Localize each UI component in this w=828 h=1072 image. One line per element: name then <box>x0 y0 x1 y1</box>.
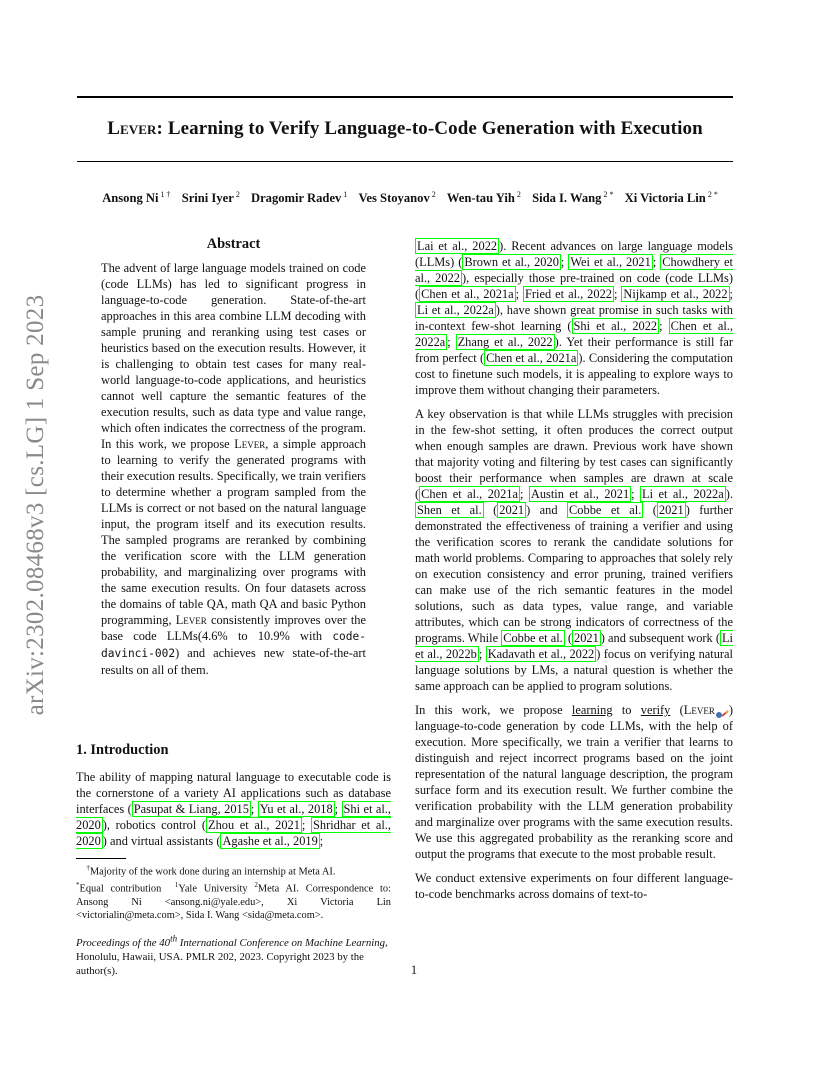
citation-link[interactable]: 2021 <box>499 503 525 517</box>
author: Ves Stoyanov $^2$ <box>358 190 436 206</box>
citation-link[interactable]: Kadavath et al., 2022 <box>487 647 595 661</box>
intro-paragraph: The ability of mapping natural language to executable code is the cornerstone of a variety AI applications such as database interfaces ( Pasupat & Liang, 2015 ; Yu et al., 2018 ; Shi et al., 2020 ), robotics control ( Zhou et al., 2021 ; Shridhar et al., 2020 ) and virtual assistants ( Agashe et al., 2019 ; <box>76 770 391 848</box>
citation-link[interactable]: Chowdhery et al., 2022 <box>415 255 733 285</box>
page-number: 1 <box>410 963 418 977</box>
citation-link[interactable]: Cobbe et al. <box>569 503 642 517</box>
title-rule-top <box>77 96 733 98</box>
citation-link[interactable]: Chen et al., 2022a <box>415 319 733 349</box>
author: Dragomir Radev $^1$ <box>250 190 348 206</box>
author-list <box>60 190 760 206</box>
arxiv-identifier-stamp: arXiv:2302.08468v3 [cs.LG] 1 Sep 2023 <box>22 294 49 716</box>
paper-title <box>77 118 733 140</box>
title-rule-bottom <box>77 161 733 162</box>
paragraph: We conduct extensive experiments on four different language-to-code benchmarks across domains of text-to- <box>415 871 733 901</box>
paragraph: Lai et al., 2022 ). Recent advances on large language models (LLMs) ( Brown et al., 2020 ; Wei et al., 2021 ; Chowdhery et al., 2022 ), especially those pre-trained on code (code LLMs) ( Chen et al., 2021a ; Fried et al., 2022 ; Nijkamp et al., 2022 ; Li et al., 2022a ), have shown great promise in such tasks with in-context few-shot learning ( Shi et al., 2022 ; Chen et al., 2022a ; Zhang et al., 2022 ). Yet their performance is still far from perfect ( Chen et al., 2021a ). Considering the computation cost to finetune such models, it is appealing to explore ways to improve them without changing their parameters. <box>415 239 734 397</box>
author: Srini Iyer $^2$ <box>181 190 240 206</box>
footnote-separator <box>76 858 126 859</box>
citation-link[interactable]: Shi et al., 2020 <box>76 802 391 832</box>
citation-link[interactable]: Agashe et al., 2019 <box>222 834 318 848</box>
citation-link[interactable]: Shridhar et al., 2020 <box>76 818 391 848</box>
section-heading-introduction: 1. Introduction <box>76 742 169 758</box>
title-rest: : Learning to Verify Language-to-Code Generation with Execution <box>156 118 703 139</box>
author: Ansong Ni $^{1 \dagger}$ <box>102 190 171 206</box>
author: Xi Victoria Lin $^{2 *}$ <box>624 190 718 206</box>
citation-link[interactable]: Nijkamp et al., 2022 <box>623 287 728 301</box>
lever-logo-icon <box>715 707 729 716</box>
author: Sida I. Wang $^{2 *}$ <box>532 190 614 206</box>
citation-link[interactable]: Yu et al., 2018 <box>259 802 333 816</box>
citation-link[interactable]: Li et al., 2022a <box>417 303 494 317</box>
citation-link[interactable]: Cobbe et al. <box>503 631 563 645</box>
citation-link[interactable]: Shi et al., 2022 <box>573 319 658 333</box>
citation-link[interactable]: Chen et al., 2021a <box>486 351 577 365</box>
footnote-internship: †Majority of the work done during an internship at Meta AI. <box>86 864 336 878</box>
abstract-heading: Abstract <box>206 236 261 252</box>
proceedings-note: Proceedings of the 40th International Conference on Machine Learning, Honolulu, Hawaii, USA. PMLR 202, 2023. Copyright 2023 by the author(s). <box>76 933 388 977</box>
abstract-text: The advent of large language models trained on code (code LLMs) has led to significant progress in language-to-code generation. State-of-the-art approaches in this area combine LLM decoding with sample pruning and reranking using test cases or heuristics based on the execution results. However, it is challenging to obtain test cases for many real-world language-to-code applications, and heuristics cannot well capture the semantic features of the execution results, such as data type and value range, which often indicates the correctness of the program. In this work, we propose Lever, a simple approach to learning to verify the generated programs with their execution results. Specifically, we train verifiers to determine whether a program sampled from the LLMs is correct or not based on the natural language input, the program itself and its execution results. The sampled programs are reranked by combining the verification score with the LLM generation probability, and marginalizing over programs with the same execution results. On four datasets across the domains of table QA, math QA and basic Python programming, Lever consistently improves over the base code LLMs(4.6% to 10.9% with code-davinci-002) and achieves new state-of-the-art results on all of them. <box>101 261 366 677</box>
footnotes <box>76 862 391 923</box>
title-lever: Lever <box>107 118 157 139</box>
citation-link[interactable]: 2021 <box>574 631 599 645</box>
citation-link[interactable]: Zhang et al., 2022 <box>457 335 553 349</box>
citation-link[interactable]: 2021 <box>658 503 684 517</box>
citation-link[interactable]: Li et al., 2022b <box>415 631 733 661</box>
citation-link[interactable]: Austin et al., 2021 <box>530 487 630 501</box>
footnote-affiliations: *Equal contribution $^1$Yale University $^2$Meta AI. Correspondence to: Ansong Ni <ansong.ni@yale.edu>, Xi Victoria Lin <victorialin@meta.com>, Sida I. Wang <sida@meta.com>. <box>76 880 391 922</box>
paragraph: In this work, we propose learning to verify (Lever ) language-to-code generation by code LLMs, with the help of execution. More specifically, we train a verifier that learns to distinguish and reject incorrect programs based on the joint representation of the natural language description, the program surface form and its execution result. We further combine the verification probability with the LLM generation probability and marginalize over programs with the same execution results. We use this aggregated probability as the reranking score and output the programs that execute to the most probable result. <box>415 703 733 861</box>
citation-link[interactable]: Brown et al., 2020 <box>464 255 559 269</box>
citation-link[interactable]: Li et al., 2022a <box>642 487 724 501</box>
citation-link[interactable]: Chen et al., 2021a <box>421 287 514 301</box>
author: Wen-tau Yih $^2$ <box>446 190 521 206</box>
citation-link[interactable]: Chen et al., 2021a <box>421 487 518 501</box>
citation-link[interactable]: Zhou et al., 2021 <box>208 818 300 832</box>
paragraph: A key observation is that while LLMs struggles with precision in the few-shot setting, it often produces the correct output when enough samples are drawn. Previous work have shown that majority voting and filtering by test cases can significantly boost their performance when samples are drawn at scale ( Chen et al., 2021a ; Austin et al., 2021 ; Li et al., 2022a ). Shen et al. ( 2021 ) and Cobbe et al. ( 2021 ) further demonstrated the effectiveness of training a verifier and using the verification scores to rerank the candidate solutions for math world problems. Comparing to approaches that solely rely on execution consistency and error pruning, trained verifiers can make use of the rich semantic features in the model solutions, such as data types, value range, and variable attributes, which can be strong indicators of correctness of the programs. While Cobbe et al. ( 2021 ) and subsequent work ( Li et al., 2022b ; Kadavath et al., 2022 ) focus on verifying natural language solutions by LMs, a natural question is whether the same approach can be applied to program solutions. <box>415 407 734 693</box>
citation-link[interactable]: Shen et al. <box>417 503 482 517</box>
right-column <box>415 238 733 902</box>
code-model-name: code-davinci-002 <box>101 630 366 660</box>
citation-link[interactable]: Lai et al., 2022 <box>417 239 498 253</box>
citation-link[interactable]: Wei et al., 2021 <box>570 255 651 269</box>
citation-link[interactable]: Pasupat & Liang, 2015 <box>133 802 249 816</box>
citation-link[interactable]: Fried et al., 2022 <box>525 287 612 301</box>
